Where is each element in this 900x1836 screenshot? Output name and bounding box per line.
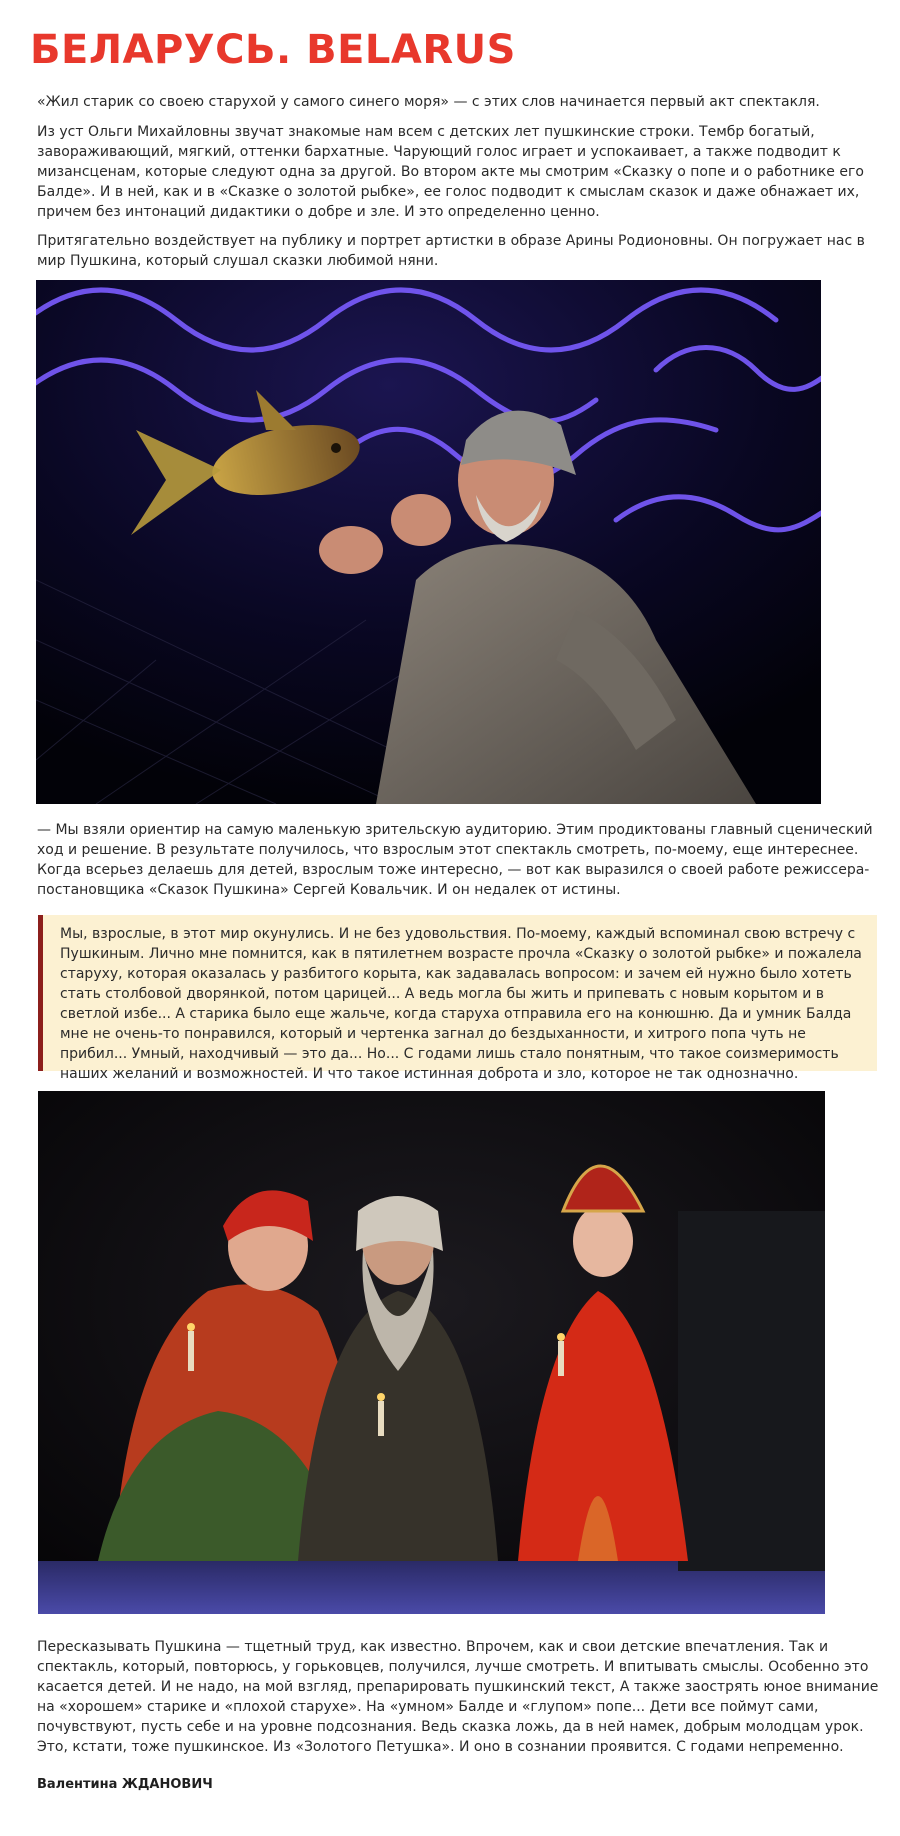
stage-photo-three-actors [38, 1091, 825, 1614]
article-paragraph: — Мы взяли ориентир на самую маленькую зрительскую аудиторию. Этим продиктованы главный сценический ход и решение. В результате получилось, что взрослым этот спектакль смотреть, по-моему, еще интереснее. Когда всерьез делаешь для детей, взрослым тоже интересно, — вот как выразился о своей работе режиссера-постановщика «Сказок Пушкина» Сергей Ковальчик. И он недалек от истины. [37, 822, 873, 898]
article-paragraph: Из уст Ольги Михайловны звучат знакомые нам всем с детских лет пушкинские строки. Тембр богатый, завораживающий, мягкий, оттенки бархатные. Чарующий голос играет и успокаивает, а также подводит к мизансценам, которые следуют одна за другой. Во втором акте мы смотрим «Сказку о попе и о работнике его Балде». И в ней, как и в «Сказке о золотой рыбке», ее голос подводит к смыслам сказок и даже обнажает их, причем без интонаций дидактики о добре и зле. И это определенно ценно. [37, 124, 864, 220]
stage-photo-fisherman [36, 280, 821, 804]
masthead-title: БЕЛАРУСЬ. BELARUS [30, 27, 516, 73]
quote-text: Мы, взрослые, в этот мир окунулись. И не без удовольствия. По-моему, каждый вспоминал свою встречу с Пушкиным. Лично мне помнится, как в пятилетнем возрасте прочла «Сказку о золотой рыбке» и пожалела старуху, которая оказалась у разбитого корыта, как задавалась вопросом: и зачем ей нужно было хотеть стать столбовой дворянкой, потом царицей... А ведь могла бы жить и припевать с новым корытом и в светлой избе... А старика было еще жальче, когда старуха отправила его на конюшню. Да и умник Балда мне не очень-то понравился, который и чертенка загнал до бездыханности, и хитрого попа чуть не прибил... Умный, находчивый — это да... Но... С годами лишь стало понятным, что такое соизмеримость наших желаний и возможностей. И что такое истинная доброта и зло, которое не так однозначно. [60, 926, 862, 1082]
article-paragraph: Пересказывать Пушкина — тщетный труд, как известно. Впрочем, как и свои детские впечатления. Так и спектакль, который, повторюсь, у горьковцев, получился, лучше смотреть. И впитывать смыслы. Особенно это касается детей. И не надо, на мой взгляд, препарировать пушкинский текст, А также заострять юное внимание на «хорошем» старике и «плохой старухе». На «умном» Балде и «глупом» попе... Дети все поймут сами, почувствуют, пусть себе и на уровне подсознания. Ведь сказка ложь, да в ней намек, добрым молодцам урок. Это, кстати, тоже пушкинское. Из «Золотого Петушка». И оно в сознании проявится. С годами непременно. [37, 1639, 879, 1755]
article-paragraph: Притягательно воздействует на публику и портрет артистки в образе Арины Родионовны. Он погружает нас в мир Пушкина, который слушал сказки любимой няни. [37, 233, 865, 269]
blockquote [38, 915, 877, 1082]
author-signature: Валентина ЖДАНОВИЧ [37, 1777, 213, 1792]
article-paragraph: «Жил старик со своею старухой у самого синего моря» — с этих слов начинается первый акт спектакля. [37, 94, 820, 110]
